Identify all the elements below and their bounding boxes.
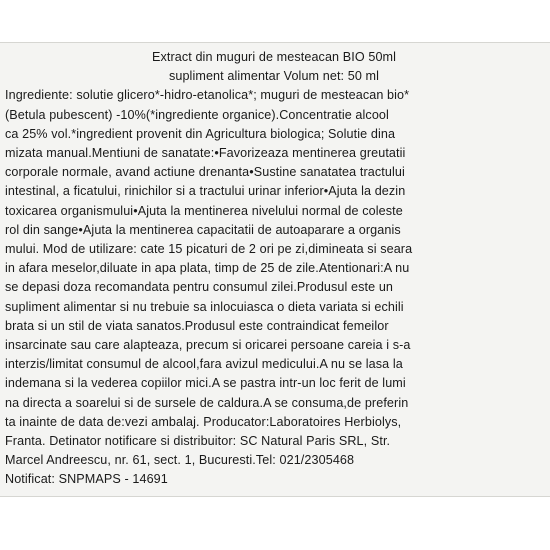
label-line: mizata manual.Mentiuni de sanatate:•Favorizeaza mentinerea greutatii [5,146,406,161]
label-line: interzis/limitat consumul de alcool,fara avizul medicului.A nu se lasa la [5,357,403,372]
label-text [5,48,543,490]
product-subtitle: supliment alimentar Volum net: 50 ml [168,69,380,84]
notification-number: Notificat: SNPMAPS - 14691 [5,472,168,487]
label-line: ca 25% vol.*ingredient provenit din Agricultura biologica; Solutie dina [5,126,396,141]
label-line: Ingrediente: solutie glicero*-hidro-etanolica*; muguri de mesteacan bio* [5,88,410,103]
label-line: corporale normale, avand actiune drenanta•Sustine sanatatea tractului [5,165,405,180]
label-line: (Betula pubescent) -10%(*ingrediente organice).Concentratie alcool [5,107,389,122]
label-line: brata si un stil de viata sanatos.Produsul este contraindicat femeilor [5,318,389,333]
label-line: Franta. Detinator notificare si distribuitor: SC Natural Paris SRL, Str. [5,434,391,449]
label-line: rol din sange•Ajuta la mentinerea capacitatii de autoaparare a organis [5,222,401,237]
label-line: ta inainte de data de:vezi ambalaj. Producator:Laboratoires Herbiolys, [5,414,402,429]
product-title: Extract din muguri de mesteacan BIO 50ml [151,50,397,64]
label-line: Marcel Andreescu, nr. 61, sect. 1, Bucuresti.Tel: 021/2305468 [5,453,355,468]
label-line: toxicarea organismului•Ajuta la mentinerea nivelului normal de coleste [5,203,403,218]
label-line: se depasi doza recomandata pentru consumul zilei.Produsul este un [5,280,394,295]
label-line: mului. Mod de utilizare: cate 15 picaturi de 2 ori pe zi,dimineata si seara [5,242,413,257]
label-line: na directa a soarelui si de sursele de caldura.A se consuma,de preferin [5,395,409,410]
product-label [0,42,550,497]
label-line: intestinal, a ficatului, rinichilor si a tractului urinar inferior•Ajuta la dezin [5,184,406,199]
label-line: indemana si la vederea copiilor mici.A se pastra intr-un loc ferit de lumi [5,376,406,391]
label-line: insarcinate sau care alapteaza, precum si oricarei persoane careia i s-a [5,338,411,353]
label-line: in afara meselor,diluate in apa plata, timp de 25 de zile.Atentionari:A nu [5,261,410,276]
label-line: supliment alimentar si nu trebuie sa inlocuiasca o dieta variata si echili [5,299,404,314]
